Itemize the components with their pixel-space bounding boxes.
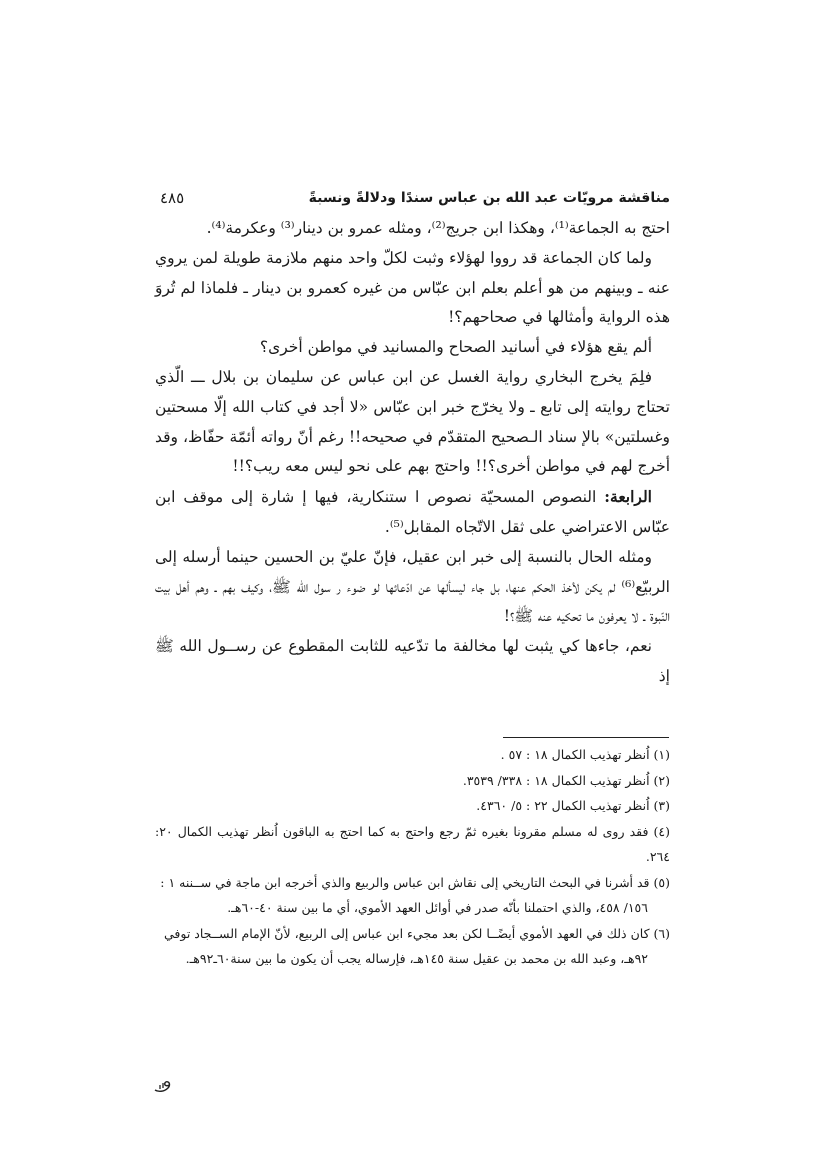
footnote-6-line-1: (٦) كان ذلك في العهد الأموي أيضًــا لكن بعد مجيء ابن عباس إلى الربيع، لأنّ الإمام الســجاد توفي bbox=[163, 925, 670, 941]
paragraph-5 bbox=[155, 482, 670, 543]
page-end-ornament-icon bbox=[152, 1077, 174, 1095]
header-title: مناقشة مرويّات عبد الله بن عباس سندًا ودلالةً ونسبةً bbox=[308, 190, 670, 206]
footnote-6-line-2: ٩٢هـ، وعبد الله بن محمد بن عقيل سنة ١٤٥هـ، فإرساله يجب أن يكون ما بين سنة٦٠ـ٩٢هـ. bbox=[185, 951, 648, 966]
paragraph-7: نعم، جاءها كي يثبت لها مخالفة ما تدّعيه للثابت المقطوع عن رســول الله ﷺ إذ bbox=[155, 637, 670, 685]
footnote-5-line-2: ١٥٦/ ٤٥٨، والذي احتملنا بأنّه صدر في أوائل العهد الأموي، أي ما بين سنة ٤٠-٦٠هـ. bbox=[227, 900, 648, 915]
paragraph-5-text: النصوص المسحيّة نصوص ا ستنكارية، فيها إ شارة إلى موقف ابن عبّاس الاعتراضي على ثقل الاتّجاه المقابل⁽⁵⁾. bbox=[155, 488, 670, 536]
paragraph-4: فلِمَ يخرج البخاري رواية الغسل عن ابن عباس عن سليمان بن بلال ـــ الّذي تحتاج روايته إلى تابع ـ ولا يخرّج خبر ابن عبّاس «لا أجد في كتاب الله إلّا مسحتين وغسلتين» بالإ سناد الـصحيح المتقدّم في صحيحه!! رغم أنّ رواته أئمّة حفّاظ، وقد أخرج لهم في مواطن أخرى؟!! واحتج بهم على نحو ليس معه ريب؟!! bbox=[155, 367, 670, 476]
paragraph-1: احتج به الجماعة⁽¹⁾، وهكذا ابن جريج⁽²⁾، ومثله عمرو بن دينار⁽³⁾ وعكرمة⁽⁴⁾. bbox=[206, 219, 670, 237]
running-header bbox=[160, 186, 670, 210]
footnote-5-line-1: (٥) قد أشرنا في البحث التاريخي إلى نقاش ابن عباس والربيع والذي أخرجه ابن ماجة في ســننه ١ : bbox=[160, 874, 670, 890]
footnote-1: (١) اُنظر تهذيب الكمال ١٨ : ٥٧ . bbox=[500, 747, 670, 762]
footnote-2: (٢) اُنظر تهذيب الكمال ١٨ : ٣٣٨/ ٣٥٣٩. bbox=[462, 772, 670, 788]
paragraph-3: ألم يقع هؤلاء في أسانيد الصحاح والمسانيد في مواطن أخرى؟ bbox=[259, 338, 652, 357]
paragraph-5-heading: الرابعة: bbox=[604, 487, 652, 507]
main-text bbox=[155, 214, 670, 692]
page-number: ٤٨٥ bbox=[160, 189, 185, 207]
paragraph-6: ومثله الحال بالنسبة إلى خبر ابن عقيل، فإنّ عليّ بن الحسين حينما أرسله إلى الربيّع⁽⁶⁾ لم يكن لأخذ الحكم عنها، بل جاء ليسألها عن ادّعائها لو ضوء ر سول الله ﷺ، وكيف بهم ـ وهم أهل بيت النّبوة ـ لا يعرفون ما تحكيه عنه ﷺ؟! bbox=[155, 547, 670, 626]
paragraph-2: ولما كان الجماعة قد رووا لهؤلاء وثبت لكلّ واحد منهم ملازمة طويلة لمن يروي عنه ـ وبينهم من هو أعلم بعلم ابن عبّاس من غيره كعمرو بن دينار ـ فلماذا لم تُروَ هذه الرواية وأمثالها في صحاحهم؟! bbox=[155, 248, 670, 327]
footnote-4: (٤) فقد روى له مسلم مقرونا بغيره ثمّ رجع واحتج به كما احتج به الباقون اُنظر تهذيب الكمال ٢٠: ٢٦٤. bbox=[155, 823, 670, 864]
footnote-separator bbox=[503, 737, 669, 738]
footnotes bbox=[155, 742, 670, 972]
footnote-3: (٣) اُنظر تهذيب الكمال ٢٢ : ٥/ ٤٣٦٠. bbox=[476, 798, 670, 813]
